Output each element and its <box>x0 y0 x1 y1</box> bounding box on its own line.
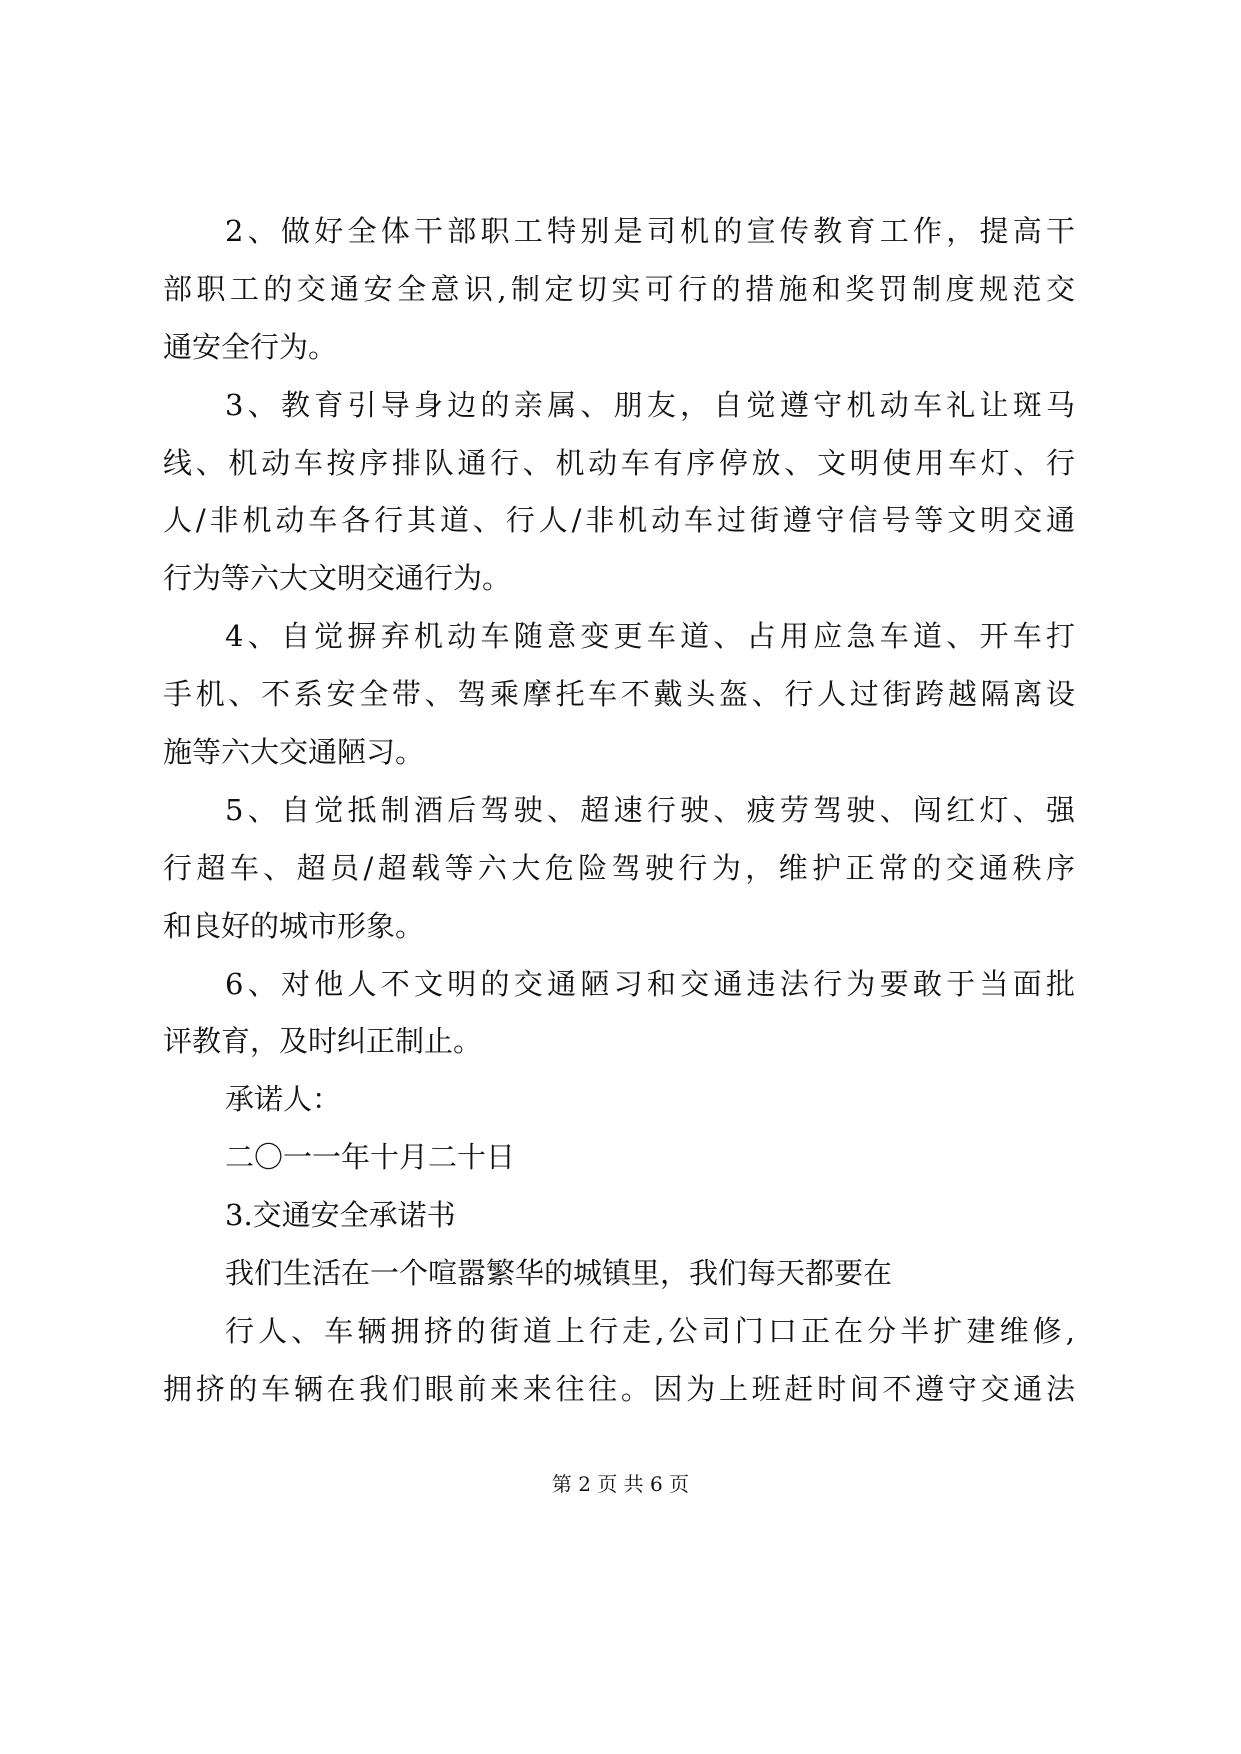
text-line: 4、自觉摒弃机动车随意变更车道、占用应急车道、开车打 <box>225 619 1075 654</box>
text-line: 3、教育引导身边的亲属、朋友，自觉遵守机动车礼让斑马 <box>225 387 1075 422</box>
text-line: 通安全行为。 <box>163 329 338 364</box>
date: 二〇一一年十月二十日 <box>225 1140 516 1175</box>
text-line: 线、机动车按序排队通行、机动车有序停放、文明使用车灯、行 <box>163 445 1075 480</box>
section-heading: 3.交通安全承诺书 <box>225 1198 456 1233</box>
text-line: 施等六大交通陋习。 <box>163 735 425 770</box>
text-line: 评教育，及时纠正制止。 <box>163 1024 483 1059</box>
text-line: 和良好的城市形象。 <box>163 908 425 943</box>
document-body <box>163 203 1075 1419</box>
page-number-footer: 第 2 页 共 6 页 <box>551 1472 690 1496</box>
text-line: 2、做好全体干部职工特别是司机的宣传教育工作，提高干 <box>225 214 1075 248</box>
text-line: 手机、不系安全带、驾乘摩托车不戴头盔、行人过街跨越隔离设 <box>163 677 1075 712</box>
text-line: 部职工的交通安全意识,制定切实可行的措施和奖罚制度规范交 <box>163 271 1075 306</box>
signatory-label: 承诺人： <box>225 1082 342 1117</box>
text-line: 拥挤的车辆在我们眼前来来往往。因为上班赶时间不遵守交通法 <box>163 1371 1075 1406</box>
text-line: 行人、车辆拥挤的街道上行走,公司门口正在分半扩建维修, <box>225 1313 1075 1348</box>
text-line: 人/非机动车各行其道、行人/非机动车过街遵守信号等文明交通 <box>163 503 1075 538</box>
text-line: 5、自觉抵制酒后驾驶、超速行驶、疲劳驾驶、闯红灯、强 <box>225 792 1075 827</box>
text-line: 我们生活在一个喧嚣繁华的城镇里，我们每天都要在 <box>225 1256 893 1291</box>
text-line: 6、对他人不文明的交通陋习和交通违法行为要敢于当面批 <box>225 966 1075 1001</box>
text-line: 行超车、超员/超载等六大危险驾驶行为，维护正常的交通秩序 <box>163 850 1075 885</box>
text-line: 行为等六大文明交通行为。 <box>163 561 512 596</box>
